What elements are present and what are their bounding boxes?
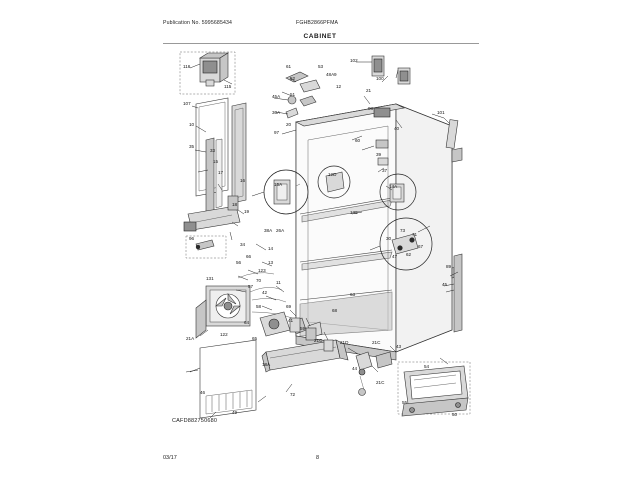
callout-9: 9 [334, 72, 337, 77]
callout-67: 67 [418, 244, 424, 249]
callout-47: 47 [392, 254, 398, 259]
callout-89: 89 [446, 264, 452, 269]
callout-54: 54 [424, 364, 430, 369]
callout-33: 33 [210, 148, 216, 153]
callout-18A: 18A [262, 362, 271, 367]
callout-34: 34 [240, 242, 246, 247]
callout-12: 12 [336, 84, 342, 89]
callout-66: 66 [246, 254, 252, 259]
callout-45A: 45A [272, 94, 281, 99]
callout-123: 123 [258, 268, 266, 273]
callout-65: 65 [252, 336, 258, 341]
callout-21Cc: 21C [376, 380, 385, 385]
callout-62: 62 [406, 252, 412, 257]
callout-42: 42 [262, 290, 268, 295]
callout-98: 98 [368, 106, 374, 111]
callout-57: 57 [248, 284, 254, 289]
callout-63: 63 [350, 292, 356, 297]
callout-96: 96 [189, 236, 195, 241]
callout-55: 55 [402, 400, 408, 405]
callout-19: 19 [244, 209, 250, 214]
callout-100: 100 [376, 76, 384, 81]
callout-58: 58 [256, 304, 262, 309]
callout-56: 56 [236, 260, 242, 265]
callout-115: 115 [224, 84, 232, 89]
callout-101: 101 [437, 110, 445, 115]
group-bottom-grille [190, 340, 256, 418]
callout-21C: 21C [314, 338, 323, 343]
callout-45: 45 [442, 282, 448, 287]
callout-49: 49 [232, 410, 238, 415]
callout-17: 17 [218, 170, 224, 175]
callout-51: 51 [290, 92, 296, 97]
callout-50: 50 [452, 412, 458, 417]
callout-68: 68 [332, 308, 338, 313]
callout-35: 35 [189, 144, 195, 149]
callout-21A: 21A [186, 336, 195, 341]
callout-69: 69 [286, 304, 292, 309]
publication-number: Publication No. 5995685434 [163, 20, 233, 26]
callout-70: 70 [256, 278, 262, 283]
callout-46: 46 [200, 390, 206, 395]
bubble-label-14A: 14A [389, 184, 398, 189]
callout-122: 122 [220, 332, 228, 337]
callout-135: 135 [350, 210, 358, 215]
callout-61: 61 [286, 64, 292, 69]
callout-21D: 21D [340, 340, 349, 345]
callout-43: 43 [396, 344, 402, 349]
callout-40: 40 [394, 126, 400, 131]
callout-116: 116 [183, 64, 191, 69]
bubble-label-12D: 12D [328, 172, 337, 177]
callout-16: 16 [240, 178, 246, 183]
callout-30: 30 [386, 236, 392, 241]
callout-18: 18 [232, 202, 238, 207]
callout-36A: 36A [272, 110, 281, 115]
callout-60: 60 [355, 138, 361, 143]
group-main-cabinet [296, 104, 462, 360]
callout-10: 10 [189, 122, 195, 127]
callout-21: 21 [366, 88, 372, 93]
callout-38A: 38A [264, 228, 273, 233]
callout-26A: 26A [276, 228, 285, 233]
callout-73: 73 [400, 228, 406, 233]
callout-97: 97 [274, 130, 280, 135]
callout-41: 41 [288, 318, 294, 323]
callout-44: 44 [352, 366, 358, 371]
model-number: FGHB2866PFMA [296, 20, 339, 26]
callout-72: 72 [290, 392, 296, 397]
callout-53: 53 [318, 64, 324, 69]
callout-15: 15 [213, 159, 219, 164]
drawing-code: CAFD882750680 [172, 418, 218, 424]
callout-59: 59 [300, 326, 306, 331]
callout-107: 107 [183, 101, 191, 106]
callout-102: 102 [350, 58, 358, 63]
callout-131: 131 [206, 276, 214, 281]
bubble-label-15A: 15A [274, 182, 283, 187]
footer-page-number: 8 [316, 455, 320, 461]
group-base-chassis [398, 358, 470, 416]
callout-13: 13 [268, 260, 274, 265]
callout-64: 64 [244, 320, 250, 325]
callout-21Cb: 21C [372, 340, 381, 345]
callout-48A: 48A [326, 72, 335, 77]
callout-52: 52 [290, 76, 296, 81]
callout-39: 39 [376, 152, 382, 157]
page-title: CABINET [303, 33, 337, 40]
callout-37: 37 [382, 168, 388, 173]
callout-20: 20 [286, 122, 292, 127]
footer-date: 03/17 [163, 455, 177, 461]
callout-71: 71 [412, 232, 418, 237]
callout-11: 11 [276, 280, 281, 285]
callout-14: 14 [268, 246, 274, 251]
